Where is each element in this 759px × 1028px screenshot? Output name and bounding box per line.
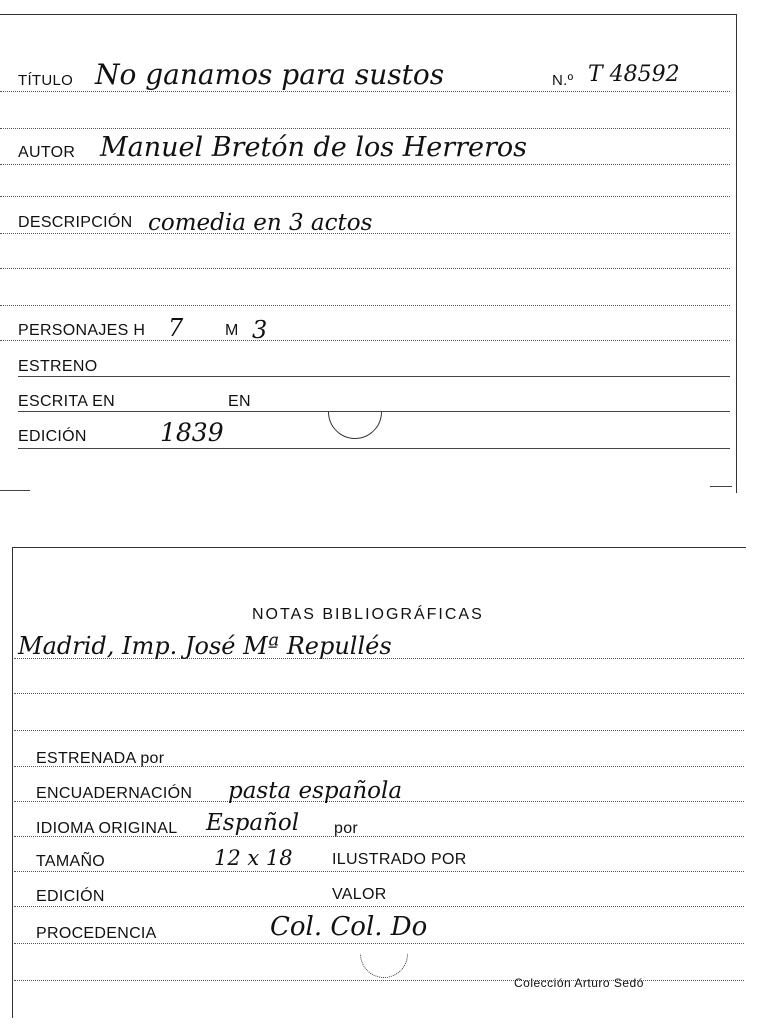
notas-line-2	[14, 693, 744, 694]
estreno-label: ESTRENO	[18, 358, 98, 375]
titulo-label: TÍTULO	[18, 72, 74, 89]
personajes-m-value: 3	[252, 316, 268, 344]
card-edge-left	[0, 490, 30, 491]
encuadernacion-label: ENCUADERNACIÓN	[36, 785, 193, 802]
edicion-value: 1839	[160, 418, 224, 447]
line-4	[0, 196, 730, 197]
card-edge-right	[710, 486, 732, 487]
autor-label: AUTOR	[18, 144, 76, 161]
numero-value: T 48592	[588, 62, 680, 87]
procedencia-value: Col. Col. Do	[270, 912, 428, 942]
personajes-m-label: M	[225, 322, 239, 339]
personajes-h-value: 7	[168, 314, 184, 342]
descripcion-value: comedia en 3 actos	[148, 210, 373, 236]
en-label: EN	[228, 393, 251, 410]
encuadernacion-value: pasta española	[228, 778, 403, 804]
line-6	[0, 268, 730, 269]
personajes-line	[0, 340, 730, 341]
estrenada-label: ESTRENADA por	[36, 750, 165, 767]
ilustrado-label: ILUSTRADO POR	[332, 851, 467, 868]
edicion2-label: EDICIÓN	[36, 888, 105, 905]
collection-stamp: Colección Arturo Sedó	[514, 976, 644, 990]
valor-label: VALOR	[332, 886, 387, 903]
tamano-line	[14, 871, 744, 872]
escrita-label: ESCRITA EN	[18, 393, 115, 410]
procedencia-label: PROCEDENCIA	[36, 925, 157, 942]
idioma-value: Español	[206, 810, 300, 836]
notas-title: NOTAS BIBLIOGRÁFICAS	[252, 606, 484, 623]
autor-value: Manuel Bretón de los Herreros	[100, 132, 528, 163]
titulo-line	[0, 91, 730, 92]
tamano-label: TAMAÑO	[36, 853, 106, 870]
notas-value: Madrid, Imp. José Mª Repullés	[18, 632, 392, 660]
edicion-line	[18, 448, 730, 449]
line-2	[0, 128, 730, 129]
idioma-label: IDIOMA ORIGINAL	[36, 820, 178, 837]
numero-label: N.º	[552, 72, 574, 89]
estreno-line	[18, 376, 730, 377]
notas-line-3	[14, 730, 744, 731]
autor-line	[0, 164, 730, 165]
tamano-value: 12 x 18	[214, 846, 293, 870]
personajes-label: PERSONAJES H	[18, 322, 146, 339]
line-7	[0, 305, 730, 306]
edicion2-line	[14, 906, 744, 907]
titulo-value: No ganamos para sustos	[95, 58, 445, 91]
por-label: por	[334, 820, 359, 837]
edicion-label: EDICIÓN	[18, 428, 87, 445]
descripcion-label: DESCRIPCIÓN	[18, 214, 133, 231]
